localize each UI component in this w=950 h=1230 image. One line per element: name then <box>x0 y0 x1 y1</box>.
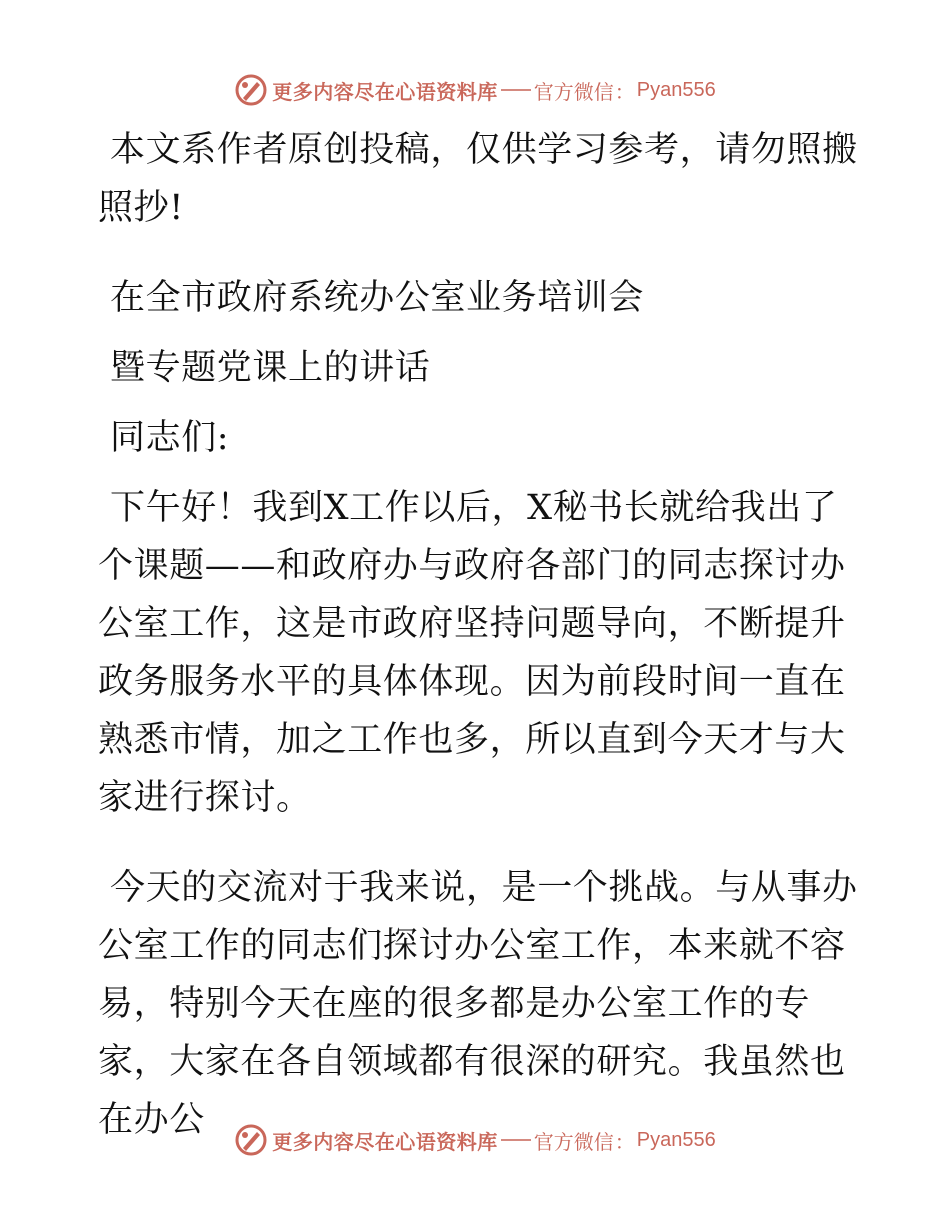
document-body <box>98 121 858 1181</box>
watermark-wechat-id: Pyan556 <box>636 1128 716 1151</box>
watermark-wechat-text: 官方微信 <box>533 1129 614 1154</box>
body-paragraph-1: 下午好！我到X工作以后，X秘书长就给我出了个课题——和政府办与政府各部门的同志探讨办公室工作，这是市政府坚持问题导向，不断提升政务服务水平的具体体现。因为前段时间一直在熟悉市情，加之工作也多，所以直到今天才与大家进行探讨。 <box>98 488 846 818</box>
watermark-dash <box>501 89 531 91</box>
watermark-colon: ： <box>614 1129 635 1154</box>
body-paragraph-2: 今天的交流对于我来说，是一个挑战。与从事办公室工作的同志们探讨办公室工作，本来就不容易，特别今天在座的很多都是办公室工作的专家，大家在各自领域都有很深的研究。我虽然也在办公 <box>98 868 858 1140</box>
speech-title-line-1: 在全市政府系统办公室业务培训会 <box>110 278 645 318</box>
watermark-colon: ： <box>614 79 635 104</box>
watermark-wechat-id: Pyan556 <box>636 78 716 101</box>
watermark-dash <box>501 1139 531 1141</box>
pen-logo-icon <box>234 1123 268 1157</box>
speech-title-line-2: 暨专题党课上的讲话 <box>110 348 431 388</box>
footer-watermark <box>0 1120 950 1160</box>
watermark-site-text: 更多内容尽在心语资料库 <box>272 79 498 104</box>
watermark-site-text: 更多内容尽在心语资料库 <box>272 1129 498 1154</box>
copyright-notice: 本文系作者原创投稿，仅供学习参考，请勿照搬照抄! <box>98 130 858 228</box>
pen-logo-icon <box>234 73 268 107</box>
watermark-wechat-text: 官方微信 <box>533 79 614 104</box>
header-watermark <box>0 70 950 110</box>
salutation: 同志们: <box>110 418 230 458</box>
